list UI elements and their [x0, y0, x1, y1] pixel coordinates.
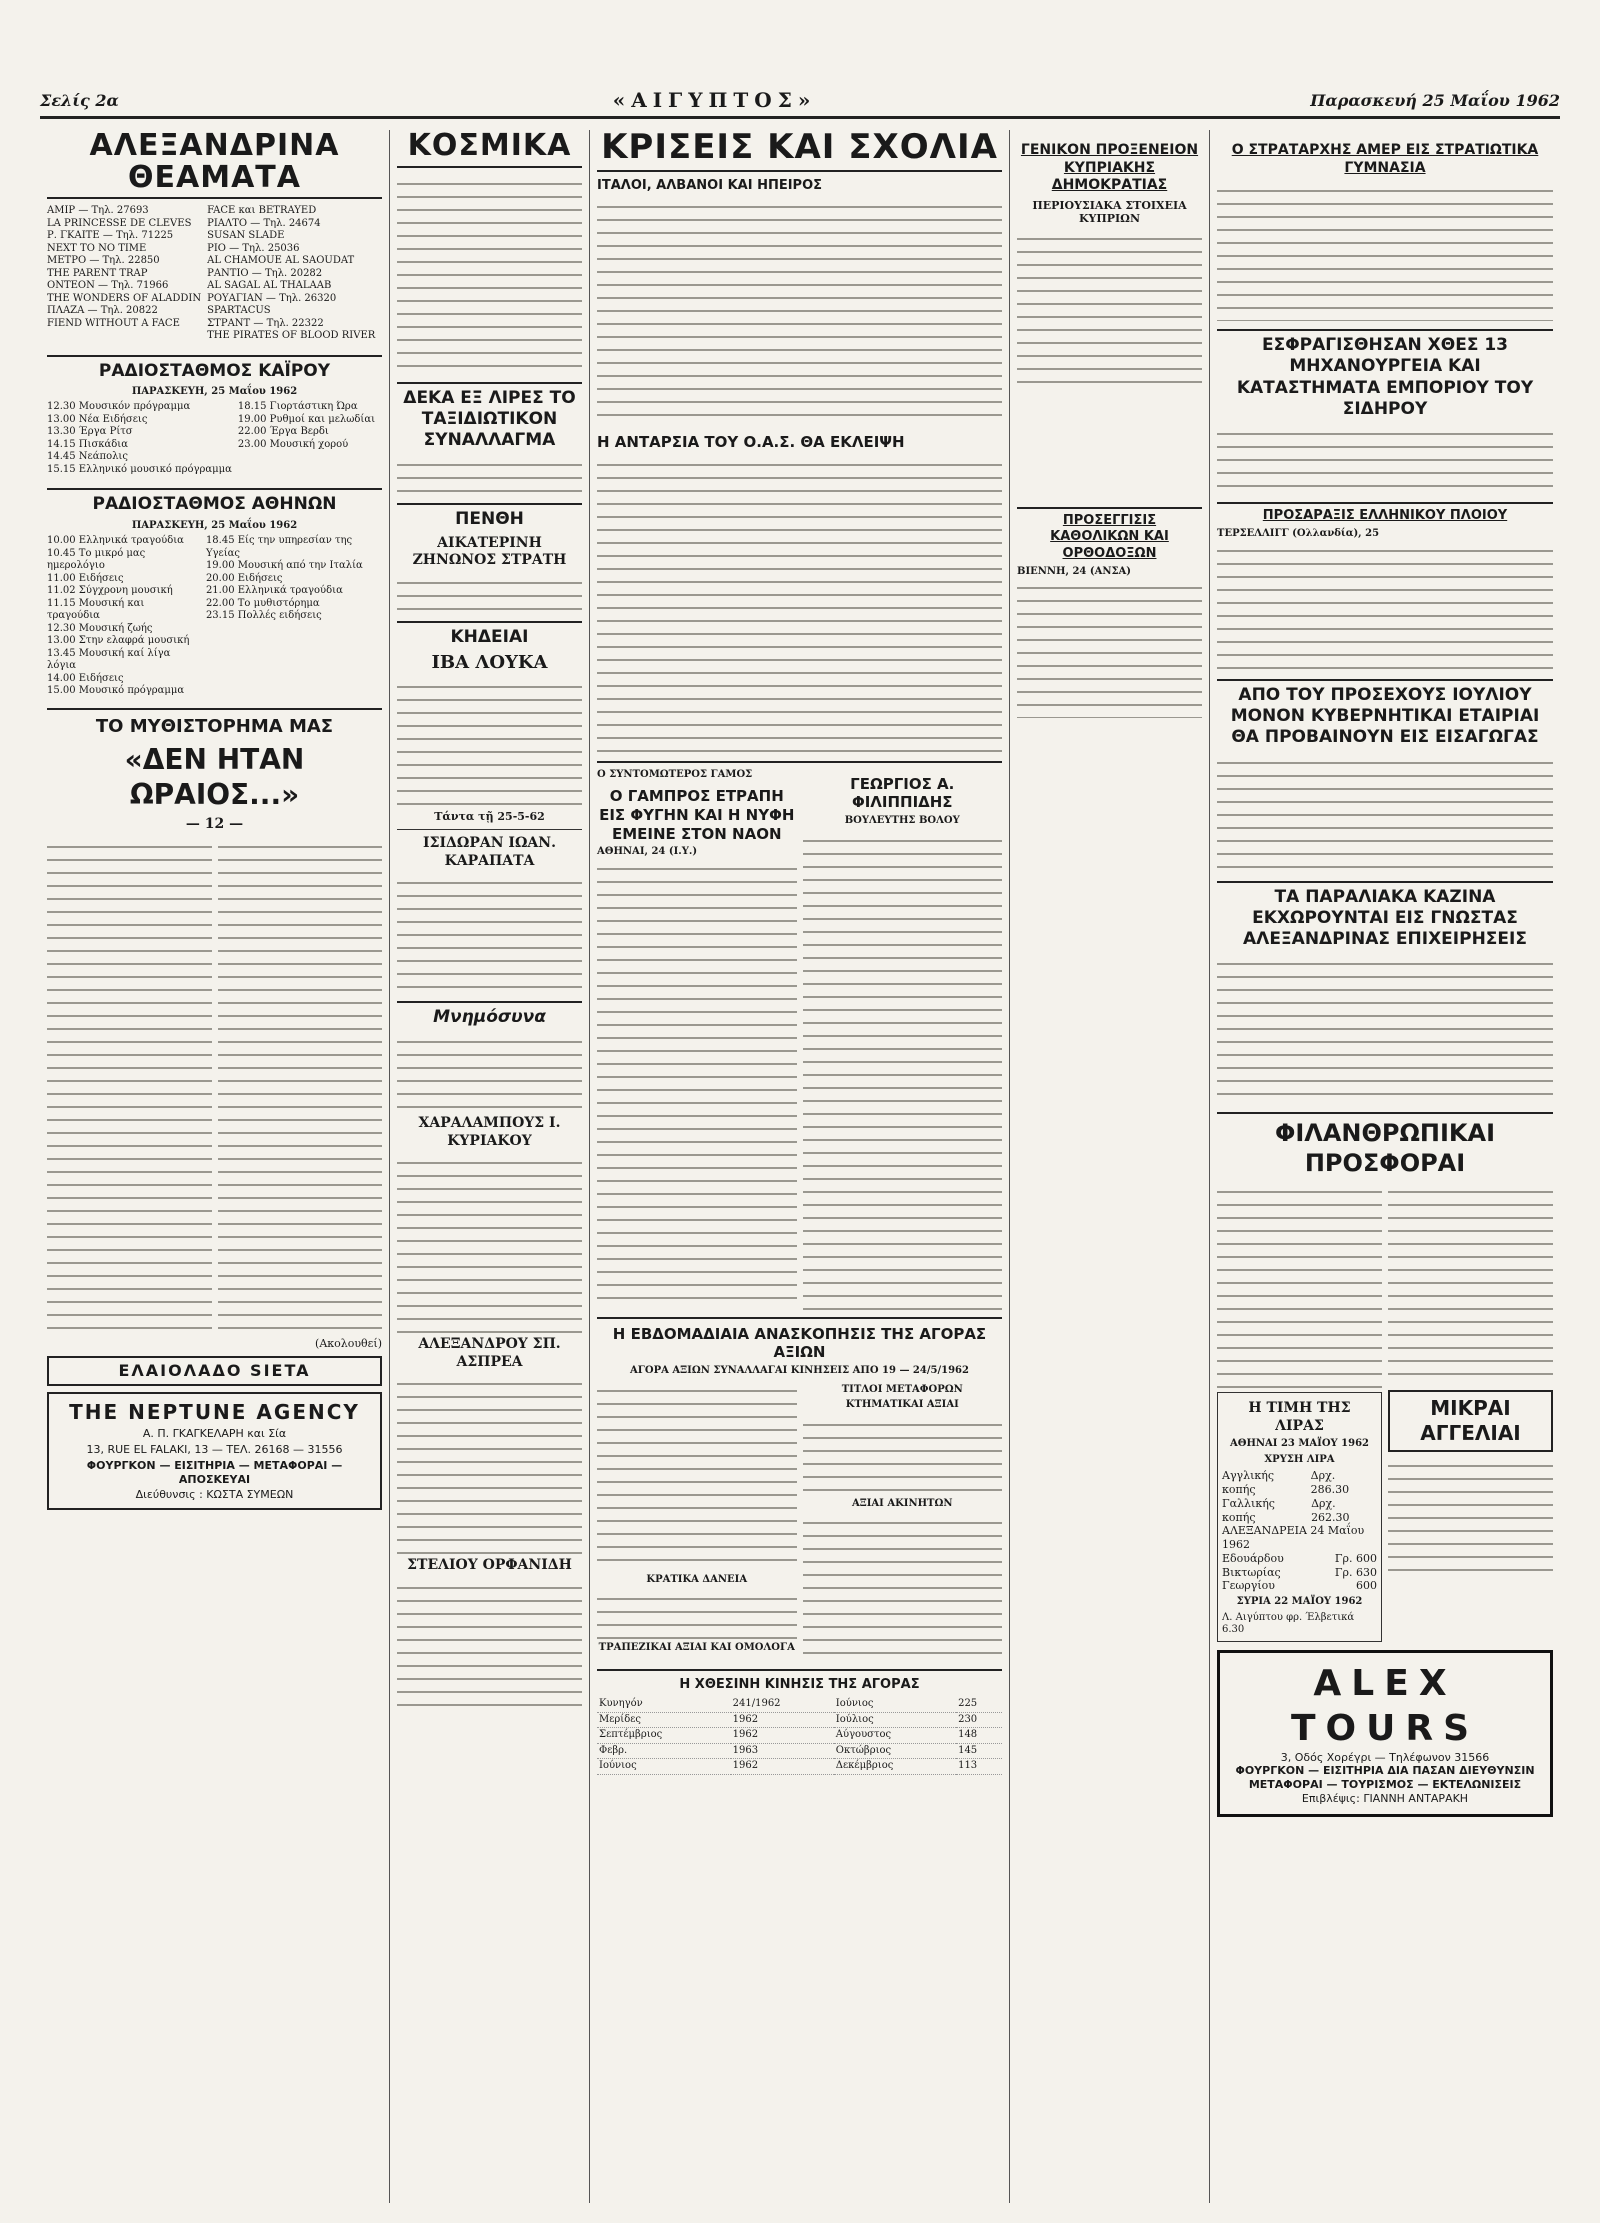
table-cell: 1962 [731, 1728, 834, 1744]
radio-list [206, 535, 382, 698]
columns [40, 130, 1560, 2203]
divider [47, 708, 382, 710]
funerals-heading: ΚΗΔΕΙΑΙ [397, 621, 582, 648]
price-label: Βικτωρίας [1222, 1565, 1281, 1579]
cinema-entry: NEXT TO NO TIME [47, 242, 147, 254]
price-value: Γρ. 600 [1334, 1551, 1377, 1565]
ad-neptune-line: Α. Π. ΓΚΑΓΚΕΛΑΡΗ και Σία [142, 1427, 287, 1441]
table-cell: Δεκέμβριος [834, 1759, 956, 1775]
consulate-subhead: ΠΕΡΙΟΥΣΙΑΚΑ ΣΤΟΙΧΕΙΑ ΚΥΠΡΙΩΝ [1032, 198, 1187, 226]
charity-right [1388, 1182, 1553, 1641]
imports-text [1217, 753, 1553, 873]
radio-item: 23.00 Μουσική χορού [237, 438, 349, 450]
ad-alex-tours-line: ΜΕΤΑΦΟΡΑΙ — ΤΟΥΡΙΣΜΟΣ — ΕΚΤΕΛΩΝΙΣΕΙΣ [1248, 1778, 1522, 1791]
death-notice-name: ΑΙΚΑΤΕΡΙΝΗ ΖΗΝΩΝΟΣ ΣΤΡΑΤΗ [412, 534, 567, 568]
radio-item: 13.45 Μουσική καί λίγα λόγια [47, 647, 171, 671]
memorial-text [397, 1578, 582, 1708]
memorials-heading: Μνημόσυνα [397, 1001, 582, 1028]
cinema-entry: SPARTACUS [207, 305, 271, 316]
cinema-entry: THE PARENT TRAP [47, 267, 148, 279]
charity-body [1217, 1182, 1553, 1641]
table-row [597, 1712, 1002, 1728]
table-cell: 1962 [731, 1759, 834, 1775]
radio-item: 10.00 Ελληνικά τραγούδια [47, 535, 184, 546]
divider [597, 1669, 1002, 1671]
ship-heading: ΠΡΟΣΑΡΑΞΙΣ ΕΛΛΗΝΙΚΟΥ ΠΛΟΙΟΥ [1217, 502, 1553, 524]
price-value: Δρχ. 286.30 [1310, 1469, 1350, 1496]
radio-item: 14.15 Πισκάδια [47, 438, 128, 450]
column-3 [590, 130, 1010, 2203]
cinema-entry: ΠΛΑΖΑ — Τηλ. 20822 [47, 305, 158, 316]
funeral-date: Τάντα τῇ 25-5-62 [434, 810, 545, 824]
radio-item: 11.00 Ειδήσεις [47, 572, 124, 584]
cinema-entry: SUSAN SLADE [207, 230, 285, 241]
cinema-entry: THE WONDERS OF ALADDIN [47, 292, 202, 304]
memorial-name: ΧΑΡΑΛΑΜΠΟΥΣ Ι. ΚΥΡΙΑΚΟΥ [418, 1115, 561, 1149]
cinema-entry: ΡΟΥΑΓΙΑΝ — Τηλ. 26320 [207, 292, 337, 304]
wedding-kicker: Ο ΣΥΝΤΟΜΩΤΕΡΟΣ ΓΑΜΟΣ [597, 768, 753, 780]
serial-heading: ΤΟ ΜΥΘΙΣΤΟΡΗΜΑ ΜΑΣ [95, 715, 334, 737]
price-label: Γαλλικής κοπής [1222, 1496, 1275, 1524]
market-text [803, 1513, 1003, 1663]
pound-price-heading: Η ΤΙΜΗ ΤΗΣ ΛΙΡΑΣ [1248, 1400, 1351, 1434]
obituary-text [803, 831, 1003, 1311]
price-row [1222, 1497, 1377, 1525]
radio-item: 11.15 Μουσική και τραγούδια [47, 597, 145, 621]
travel-currency-text [397, 455, 582, 495]
editorial-subhead: Η ΑΝΤΑΡΣΙΑ ΤΟΥ Ο.Α.Σ. ΘΑ ΕΚΛΕΙΨΗ [597, 432, 905, 451]
radio-athens-date: ΠΑΡΑΣΚΕΥΗ, 25 Μαΐου 1962 [131, 519, 298, 531]
cinema-entry: AL SAGAL AL THALAAB [207, 280, 332, 291]
funeral-text [397, 677, 582, 807]
spacer [1017, 389, 1202, 499]
ad-neptune [47, 1392, 382, 1510]
radio-item: 14.45 Νεάπολις [47, 451, 128, 463]
ad-sieta-text: ΕΛΑΙΟΛΑΔΟ SIETA [118, 1361, 311, 1381]
ad-alex-tours [1217, 1650, 1553, 1817]
radio-item: 22.00 Το μυθιστόρημα [205, 597, 320, 609]
death-notice-text [397, 573, 582, 613]
table-cell: Ιούλιος [834, 1712, 956, 1728]
table-row [597, 1743, 1002, 1759]
market-text [597, 1589, 797, 1639]
ad-neptune-line: ΦΟΥΡΓΚΟΝ — ΕΙΣΙΤΗΡΙΑ — ΜΕΤΑΦΟΡΑΙ — ΑΠΟΣΚΕΥΑΙ [86, 1458, 343, 1486]
cinema-list-left [47, 205, 201, 343]
market-section: ΤΡΑΠΕΖΙΚΑΙ ΑΞΙΑΙ ΚΑΙ ΟΜΟΛΟΓΑ [598, 1642, 795, 1654]
ship-text [1217, 541, 1553, 671]
radio-athens-schedule [47, 535, 382, 702]
serial-text [47, 837, 382, 1337]
wedding-dateline: ΑΘΗΝΑΙ, 24 (Ι.Υ.) [597, 846, 698, 858]
radio-item: 22.00 Έργα Βερδι [237, 426, 329, 438]
syria-price: Λ. Αιγύπτου φρ. Έλβετικά 6.30 [1222, 1611, 1355, 1635]
casinos-text [1217, 954, 1553, 1104]
price-row [1222, 1552, 1377, 1566]
market-section: ΚΡΑΤΙΚΑ ΔΑΝΕΙΑ [646, 1573, 748, 1585]
pound-price-box [1217, 1392, 1382, 1641]
ad-alex-tours-name: ALEX TOURS [1290, 1662, 1480, 1749]
table-cell: Φεβρ. [597, 1743, 731, 1759]
column-2 [390, 130, 590, 2203]
price-label: Εδουάρδου [1222, 1551, 1284, 1565]
radio-item: 13.00 Νέα Ειδήσεις [47, 413, 148, 425]
market-heading: Η ΕΒΔΟΜΑΔΙΑΙΑ ΑΝΑΣΚΟΠΗΣΙΣ ΤΗΣ ΑΓΟΡΑΣ ΑΞΙΩΝ [612, 1324, 987, 1362]
table-cell: 148 [956, 1728, 1002, 1744]
marshal-heading: Ο ΣΤΡΑΤΑΡΧΗΣ ΑΜΕΡ ΕΙΣ ΣΤΡΑΤΙΩΤΙΚΑ ΓΥΜΝΑΣΙΑ [1231, 142, 1539, 176]
cinema-list-right [207, 205, 375, 343]
radio-item: 23.15 Πολλές ειδήσεις [205, 610, 322, 621]
memorial-text [397, 1153, 582, 1333]
market-section: ΑΞΙΑΙ ΑΚΙΝΗΤΩΝ [851, 1497, 953, 1509]
editorial-subhead: ΙΤΑΛΟΙ, ΑΛΒΑΝΟΙ ΚΑΙ ΗΠΕΙΡΟΣ [597, 177, 822, 193]
table-cell: 230 [956, 1712, 1002, 1728]
table-cell: Μερίδες [597, 1712, 731, 1728]
cotton-market-heading: Η ΧΘΕΣΙΝΗ ΚΙΝΗΣΙΣ ΤΗΣ ΑΓΟΡΑΣ [679, 1677, 920, 1693]
society-text [397, 174, 582, 374]
table-cell: 225 [956, 1697, 1002, 1712]
radio-list [47, 401, 232, 476]
radio-item: 18.45 Είς την υπηρεσίαν της Υγείας [205, 535, 353, 559]
table-cell: 1962 [731, 1712, 834, 1728]
consulate-heading: ΓΕΝΙΚΟΝ ΠΡΟΞΕΝΕΙΟΝ ΚΥΠΡΙΑΚΗΣ ΔΗΜΟΚΡΑΤΙΑΣ [1020, 142, 1199, 193]
cinema-entry: AL CHAMOUE AL SAOUDAT [207, 255, 355, 266]
table-cell: Οκτώβριος [834, 1743, 956, 1759]
table-cell: 241/1962 [731, 1697, 834, 1712]
classifieds-heading: ΜΙΚΡΑΙ ΑΓΓΕΛΙΑΙ [1388, 1390, 1553, 1452]
radio-item: 12.30 Μουσικόν πρόγραμμα [47, 401, 191, 413]
price-value: 600 [1356, 1579, 1377, 1593]
cotton-table [597, 1697, 1002, 1775]
column-5 [1210, 130, 1560, 2203]
radio-cairo-schedule [47, 401, 382, 480]
mourning-heading: ΠΕΝΘΗ [397, 503, 582, 530]
market-text [597, 1381, 797, 1571]
table-cell: Ιούνιος [597, 1759, 731, 1775]
pound-price-date: ΑΘΗΝΑΙ 23 ΜΑΪΟΥ 1962 [1229, 1438, 1370, 1450]
cinema-entry: FIEND WITHOUT A FACE [47, 317, 180, 329]
cinema-entry: ΡΙΟ — Τηλ. 25036 [207, 242, 300, 254]
market-text [803, 1415, 1003, 1495]
wedding-story [597, 769, 797, 1311]
obituary-story [803, 769, 1003, 1311]
radio-cairo-date: ΠΑΡΑΣΚΕΥΗ, 25 Μαΐου 1962 [131, 385, 298, 397]
entertainment-heading: ΑΛΕΞΑΝΔΡΙΝΑ ΘΕΑΜΑΤΑ [47, 130, 382, 199]
column-1 [40, 130, 390, 2203]
ad-sieta [47, 1356, 382, 1386]
radio-item: 13.30 Έργα Ρίτσ [47, 426, 133, 438]
imports-heading: ΑΠΟ ΤΟΥ ΠΡΟΣΕΧΟΥΣ ΙΟΥΛΙΟΥ ΜΟΝΟΝ ΚΥΒΕΡΝΗΤΙΚΑΙ ΕΤΑΙΡΙΑΙ ΘΑ ΠΡΟΒΑΙΝΟΥΝ ΕΙΣ ΕΙΣΑΓΩΓΑΣ [1217, 679, 1553, 749]
charity-heading: ΦΙΛΑΝΘΡΩΠΙΚΑΙ ΠΡΟΣΦΟΡΑΙ [1217, 1112, 1553, 1178]
serial-title: «ΔΕΝ ΗΤΑΝ ΩΡΑΙΟΣ...» [124, 743, 305, 811]
price-row [1222, 1566, 1377, 1580]
editorial-heading: ΚΡΙΣΕΙΣ ΚΑΙ ΣΧΟΛΙΑ [597, 130, 1002, 172]
table-row [597, 1728, 1002, 1744]
radio-list [238, 401, 375, 476]
charity-left [1217, 1182, 1382, 1641]
ad-alex-tours-line: ΦΟΥΡΓΚΟΝ — ΕΙΣΙΤΗΡΙΑ ΔΙΑ ΠΑΣΑΝ ΔΙΕΥΘΥΝΣΙΝ [1235, 1764, 1535, 1778]
table-cell: Ιούνιος [834, 1697, 956, 1712]
cinema-listings [47, 205, 382, 347]
churches-heading: ΠΡΟΣΕΓΓΙΣΙΣ ΚΑΘΟΛΙΚΩΝ ΚΑΙ ΟΡΘΟΔΟΞΩΝ [1017, 507, 1202, 562]
radio-item: 10.45 Το μικρό μας ημερολόγιο [47, 547, 146, 571]
price-value: Δρχ. 262.30 [1311, 1496, 1350, 1524]
cinema-entry: ΜΕΤΡΟ — Τηλ. 22850 [47, 255, 160, 266]
memorial-text [397, 1374, 582, 1554]
marshal-text [1217, 181, 1553, 321]
wedding-heading: Ο ΓΑΜΠΡΟΣ ΕΤΡΑΠΗ ΕΙΣ ΦΥΓΗΝ ΚΑΙ Η ΝΥΦΗ ΕΜΕΙΝΕ ΣΤΟΝ ΝΑΟΝ [599, 787, 795, 843]
price-row [1222, 1524, 1377, 1552]
charity-text [1217, 1182, 1382, 1392]
divider [397, 829, 582, 830]
iron-heading: ΕΣΦΡΑΓΙΣΘΗΣΑΝ ΧΘΕΣ 13 ΜΗΧΑΝΟΥΡΓΕΙΑ ΚΑΙ ΚΑΤΑΣΤΗΜΑΤΑ ΕΜΠΟΡΙΟΥ ΤΟΥ ΣΙΔΗΡΟΥ [1217, 329, 1553, 420]
market-section: ΤΙΤΛΟΙ ΜΕΤΑΦΟΡΩΝ [841, 1383, 963, 1395]
newspaper-name: «ΑΙΓΥΠΤΟΣ» [612, 88, 817, 112]
price-row [1222, 1469, 1377, 1497]
radio-item: 15.00 Μουσικό πρόγραμμα [47, 685, 185, 696]
iron-text [1217, 424, 1553, 494]
radio-cairo-heading: ΡΑΔΙΟΣΤΑΘΜΟΣ ΚΑΪΡΟΥ [47, 355, 382, 382]
society-heading: ΚΟΣΜΙΚΑ [397, 130, 582, 168]
radio-athens-heading: ΡΑΔΙΟΣΤΑΘΜΟΣ ΑΘΗΝΩΝ [47, 488, 382, 515]
price-value: Γρ. 630 [1334, 1565, 1377, 1579]
cinema-entry: Ρ. ΓΚΑΙΤΕ — Τηλ. 71225 [47, 230, 174, 241]
radio-item: 12.30 Μουσική ζωής [47, 622, 153, 634]
travel-currency-heading: ΔΕΚΑ ΕΞ ΛΙΡΕΣ ΤΟ ΤΑΞΙΔΙΩΤΙΚΟΝ ΣΥΝΑΛΛΑΓΜΑ [397, 382, 582, 452]
charity-text [1388, 1182, 1553, 1382]
column-4 [1010, 130, 1210, 2203]
cinema-entry: ΡΙΑΛΤΟ — Τηλ. 24674 [207, 217, 321, 229]
table-cell: 1963 [731, 1743, 834, 1759]
market-left [597, 1381, 797, 1664]
ad-neptune-name: THE NEPTUNE AGENCY [69, 1400, 360, 1425]
cinema-entry: FACE και BETRAYED [207, 205, 317, 216]
ad-neptune-line: 13, RUE EL FALAKI, 13 — ΤΕΛ. 26168 — 31556 [86, 1443, 343, 1456]
death-notice-text [397, 873, 582, 993]
syria-price-date: ΣΥΡΙΑ 22 ΜΑΪΟΥ 1962 [1236, 1596, 1363, 1607]
market-subhead: ΑΓΟΡΑ ΑΞΙΩΝ ΣΥΝΑΛΛΑΓΑΙ ΚΙΝΗΣΕΙΣ ΑΠΟ 19 — 24/5/1962 [630, 1365, 969, 1377]
memorial-name: ΑΛΕΞΑΝΔΡΟΥ ΣΠ. ΑΣΠΡΕΑ [418, 1336, 561, 1370]
wedding-text [597, 859, 797, 1299]
memorial-name: ΣΤΕΛΙΟΥ ΟΡΦΑΝΙΔΗ [407, 1557, 572, 1574]
table-row [597, 1759, 1002, 1775]
churches-dateline: ΒΙΕΝΝΗ, 24 (ΑΝΣΑ) [1017, 565, 1132, 577]
radio-item: 20.00 Ειδήσεις [205, 572, 283, 584]
market-section: ΚΤΗΜΑΤΙΚΑΙ ΑΞΙΑΙ [845, 1399, 959, 1411]
cinema-entry: ΑΜΙΡ — Τηλ. 27693 [47, 205, 149, 216]
ship-dateline: ΤΕΡΣΕΛΛΙΓΓ (Ολλανδία), 25 [1217, 528, 1380, 540]
serial-continued: (Ακολουθεί) [315, 1336, 382, 1350]
casinos-heading: ΤΑ ΠΑΡΑΛΙΑΚΑ ΚΑΖΙΝΑ ΕΚΧΩΡΟΥΝΤΑΙ ΕΙΣ ΓΝΩΣΤΑΣ ΑΛΕΞΑΝΔΡΙΝΑΣ ΕΠΙΧΕΙΡΗΣΕΙΣ [1217, 881, 1553, 951]
consulate-text [1017, 229, 1202, 389]
serial-text-left [47, 837, 212, 1337]
cinema-entry: ΣΤΡΑΝΤ — Τηλ. 22322 [207, 317, 324, 329]
table-cell: 113 [956, 1759, 1002, 1775]
churches-text [1017, 578, 1202, 718]
classifieds-text [1388, 1456, 1553, 1576]
table-cell: Αύγουστος [834, 1728, 956, 1744]
price-label: Αγγλικής κοπής [1222, 1469, 1275, 1496]
page-number: Σελίς 2α [40, 90, 119, 110]
radio-item: 21.00 Ελληνικά τραγούδια [205, 585, 343, 596]
market-right [803, 1381, 1003, 1664]
table-cell: Σεπτέμβριος [597, 1728, 731, 1744]
table-row [597, 1697, 1002, 1712]
cinema-entry: LA PRINCESSE DE CLEVES [47, 217, 192, 229]
editorial-text [597, 197, 1002, 427]
price-label: ΑΛΕΞΑΝΔΡΕΙΑ 24 Μαΐου 1962 [1222, 1524, 1365, 1551]
masthead [40, 84, 1560, 119]
price-label: Γεωργίου [1222, 1579, 1275, 1593]
serial-number: — 12 — [185, 816, 244, 832]
radio-item: 14.00 Ειδήσεις [47, 672, 124, 684]
ad-alex-tours-line: Επιβλέψις: ΓΙΑΝΝΗ ΑΝΤΑΡΑΚΗ [1301, 1791, 1469, 1805]
divider [597, 1317, 1002, 1319]
radio-item: 19.00 Μουσική από την Ιταλία [205, 560, 363, 571]
ad-neptune-line: Διεύθυνσις : ΚΩΣΤΑ ΣΥΜΕΩΝ [135, 1488, 294, 1502]
divider [597, 761, 1002, 763]
obituary-heading: ΓΕΩΡΓΙΟΣ Α. ΦΙΛΙΠΠΙΔΗΣ [850, 774, 955, 812]
table-cell: 145 [956, 1743, 1002, 1759]
issue-date: Παρασκευή 25 Μαΐου 1962 [1310, 90, 1560, 110]
table-cell: Κυνηγόν [597, 1697, 731, 1712]
story-row [597, 769, 1002, 1311]
funeral-name: ΙΒΑ ΛΟΥΚΑ [431, 651, 548, 673]
cinema-entry: THE PIRATES OF BLOOD RIVER [207, 330, 376, 341]
radio-item: 19.00 Ρυθμοί και μελωδίαι [237, 413, 376, 425]
gold-pound-label: ΧΡΥΣΗ ΛΙΡΑ [1264, 1453, 1335, 1465]
editorial-text [597, 455, 1002, 755]
memorial-text [397, 1032, 582, 1112]
radio-item: 18.15 Γιορτάστικη Ώρα [237, 401, 358, 413]
radio-list [47, 535, 200, 698]
radio-item: 11.02 Σύγχρονη μουσική [47, 585, 173, 596]
serial-text-right [218, 837, 383, 1337]
cinema-entry: ΟΝΤΕΟΝ — Τηλ. 71966 [47, 280, 169, 291]
radio-item: 13.00 Στην ελαφρά μουσική [47, 635, 190, 646]
cinema-entry: ΡΑΝΤΙΟ — Τηλ. 20282 [207, 267, 323, 279]
market-review [597, 1381, 1002, 1664]
obituary-sub: ΒΟΥΛΕΥΤΗΣ ΒΟΛΟΥ [844, 815, 960, 827]
radio-item: 15.15 Ελληνικό μουσικό πρόγραμμα [47, 463, 232, 475]
price-row [1222, 1579, 1377, 1593]
ad-alex-tours-line: 3, Οδός Χορέγρι — Τηλέφωνον 31566 [1280, 1750, 1490, 1764]
death-notice-name: ΙΣΙΔΩΡΑΝ ΙΩΑΝ. ΚΑΡΑΠΑΤΑ [423, 835, 556, 869]
